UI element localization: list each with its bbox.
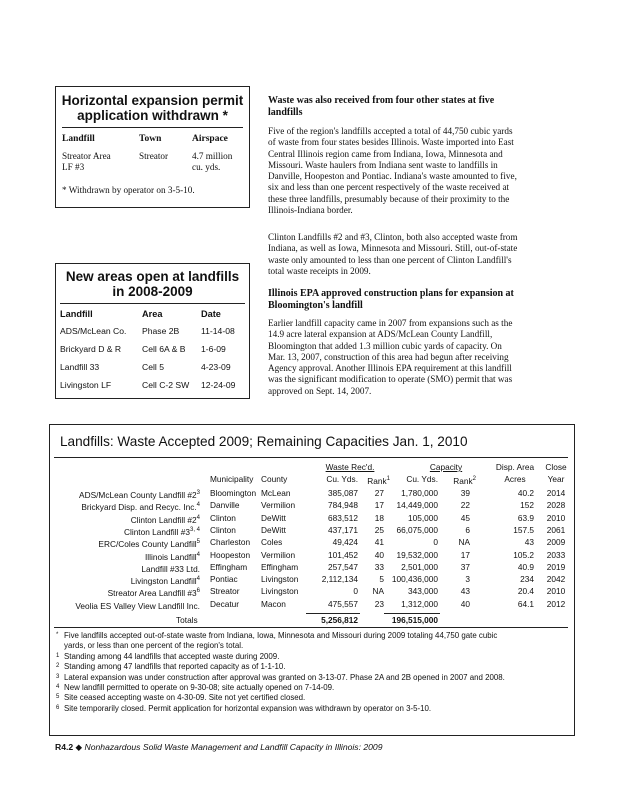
text-line: Five of the region's landfills accepted a total of 44,750 cubic yards bbox=[268, 126, 513, 136]
table-title: Landfills: Waste Accepted 2009; Remaining Capacities Jan. 1, 2010 bbox=[60, 434, 468, 449]
table-row-name bbox=[50, 550, 200, 562]
cell-cap: 66,075,000 bbox=[396, 524, 438, 535]
cell-municipality: Decatur bbox=[210, 598, 240, 609]
footnote bbox=[56, 673, 568, 683]
footnote-text: Site ceased accepting waste on 4-30-09. Site not yet certified closed. bbox=[64, 693, 306, 703]
text-line: six and less than one percent respectively of the waste received at bbox=[268, 182, 510, 193]
cell-municipality: Pontiac bbox=[210, 574, 238, 585]
article-paragraph bbox=[268, 318, 568, 397]
text-line: Bloomington that added 1.3 million cubic yards of capacity. On bbox=[268, 340, 502, 351]
box-title-line1: Horizontal expansion permit bbox=[61, 93, 244, 108]
col-header-town: Town bbox=[139, 134, 162, 144]
landfill-name: Clinton Landfill #3 bbox=[124, 526, 190, 537]
cell-wrank: 40 bbox=[374, 549, 384, 560]
cell-acres: 40.2 bbox=[517, 488, 534, 498]
text-line: these three landfills, presumably because of their proximity to the bbox=[268, 193, 510, 204]
cell-year: 2012 bbox=[546, 598, 566, 609]
cell-acres: 40.9 bbox=[517, 561, 534, 572]
cell-landfill: Livingston LF bbox=[60, 380, 112, 390]
landfill-name: ERC/Coles County Landfill bbox=[98, 538, 197, 549]
cell-crank: 22 bbox=[460, 500, 470, 511]
table-row-name bbox=[50, 562, 200, 574]
footnote-text: Site temporarily closed. Permit application for horizontal expansion was withdrawn by operator on 3-5-10. bbox=[64, 703, 432, 713]
col-header-airspace: Airspace bbox=[192, 134, 228, 144]
footnote bbox=[56, 662, 568, 672]
footnote bbox=[56, 652, 568, 662]
landfill-name: Landfill #33 Ltd. bbox=[141, 563, 200, 574]
cell-municipality: Charleston bbox=[210, 537, 251, 548]
cell-wrank: NA bbox=[372, 586, 384, 597]
cell-date: 4-23-09 bbox=[201, 362, 231, 372]
footnote bbox=[56, 693, 568, 703]
table-footnotes bbox=[56, 631, 568, 714]
landfill-name: Livingston Landfill bbox=[130, 575, 197, 586]
cell-wrank: 23 bbox=[374, 598, 384, 609]
cell-crank: 3 bbox=[465, 574, 470, 585]
footnote-mark: 4 bbox=[56, 684, 60, 691]
page-number: R4.2 bbox=[55, 742, 74, 752]
table-row-name bbox=[50, 586, 200, 598]
col-header-close: Close bbox=[545, 462, 567, 472]
cell-acres: 63.9 bbox=[517, 512, 534, 523]
col-header-year: Year bbox=[547, 474, 565, 484]
cell-wrank: 17 bbox=[374, 500, 384, 511]
cell-date: 1-6-09 bbox=[201, 344, 226, 354]
cell-date: 11-14-08 bbox=[201, 326, 235, 336]
footnote-mark: 5 bbox=[56, 694, 60, 701]
cell-waste: 437,171 bbox=[328, 524, 358, 535]
totals-waste: 5,256,812 bbox=[321, 615, 358, 625]
cell-area: Cell 5 bbox=[142, 362, 164, 372]
landfills-table-box bbox=[49, 424, 575, 736]
table-row-name bbox=[50, 488, 200, 500]
rank-label: Rank bbox=[453, 475, 473, 486]
cell-cap: 343,000 bbox=[408, 586, 438, 597]
cell-year: 2042 bbox=[546, 574, 566, 585]
heading-line: Illinois EPA approved construction plans for expansion at bbox=[268, 288, 514, 299]
text-line: Earlier landfill capacity came in 2007 from expansions such as the bbox=[268, 318, 513, 328]
footnote-mark: 1 bbox=[56, 652, 60, 659]
cell-year: 2019 bbox=[546, 561, 566, 572]
text-line: Mar. 13, 2007, construction of this area had begun after receiving bbox=[268, 351, 509, 362]
col-header-county: County bbox=[261, 474, 288, 484]
cell-crank: 17 bbox=[460, 549, 470, 560]
footnote-text: yards, or less than one percent of the region's total. bbox=[64, 641, 244, 651]
cell-acres: 152 bbox=[520, 500, 534, 511]
footnote-text: Standing among 44 landfills that accepted waste during 2009. bbox=[64, 651, 280, 661]
cell-cap: 19,532,000 bbox=[396, 549, 438, 560]
cell-crank: 6 bbox=[465, 524, 470, 535]
text-line: of waste from four states besides Illinois. Waste imported into East bbox=[268, 137, 514, 148]
cell-acres: 157.5 bbox=[513, 524, 534, 535]
cell-year: 2009 bbox=[546, 537, 566, 548]
cell-year: 2028 bbox=[546, 500, 566, 511]
footnote-text: Lateral expansion was under construction after approval was granted on 3-13-07. Phase 2A and 2B opened in 2007 and 2008. bbox=[64, 672, 505, 682]
cell-landfill: LF #3 bbox=[62, 162, 85, 172]
cell-waste: 475,557 bbox=[328, 598, 358, 609]
footnote-mark: 3 bbox=[56, 673, 60, 680]
footnote-mark: 2 bbox=[56, 663, 60, 670]
cell-crank: 43 bbox=[460, 586, 470, 597]
cell-airspace: 4.7 million bbox=[192, 151, 233, 161]
cell-municipality: Danville bbox=[210, 500, 240, 511]
heading-line: landfills bbox=[268, 106, 303, 118]
footnote-ref: 5 bbox=[196, 539, 200, 546]
table-row-name bbox=[50, 537, 200, 549]
footnote bbox=[56, 683, 568, 693]
col-header-cap-cuyds: Cu. Yds. bbox=[406, 474, 438, 484]
cell-cap: 105,000 bbox=[408, 512, 438, 523]
footnote bbox=[56, 704, 568, 714]
totals-capacity: 196,515,000 bbox=[391, 615, 438, 625]
text-line: Missouri. Waste haulers from Indiana sent waste to landfills in bbox=[268, 159, 498, 170]
landfill-name: Veolia ES Valley View Landfill Inc. bbox=[75, 600, 200, 611]
footnote-mark: * bbox=[56, 632, 59, 638]
footnote-ref: 4 bbox=[196, 514, 200, 521]
cell-county: Coles bbox=[261, 537, 283, 548]
cell-wrank: 5 bbox=[379, 574, 384, 585]
cell-county: Vermilion bbox=[261, 549, 296, 560]
cell-crank: 45 bbox=[460, 512, 470, 523]
box-title bbox=[56, 269, 249, 299]
cell-waste: 784,948 bbox=[328, 500, 358, 511]
rank-sup: 2 bbox=[472, 476, 476, 482]
cell-municipality: Clinton bbox=[210, 512, 236, 523]
cell-year: 2010 bbox=[546, 586, 566, 597]
new-areas-box bbox=[55, 263, 250, 399]
cell-waste: 0 bbox=[353, 586, 358, 597]
cell-waste: 683,512 bbox=[328, 512, 358, 523]
horizontal-expansion-box bbox=[55, 86, 250, 208]
cell-town: Streator bbox=[139, 151, 169, 161]
cell-wrank: 27 bbox=[374, 488, 384, 498]
cell-crank: NA bbox=[458, 537, 470, 548]
cell-acres: 43 bbox=[524, 537, 534, 548]
cell-airspace: cu. yds. bbox=[192, 162, 221, 172]
rank-label: Rank bbox=[367, 475, 387, 486]
col-header-municipality: Municipality bbox=[210, 474, 254, 484]
cell-acres: 105.2 bbox=[513, 549, 534, 560]
footnote-text: New landfill permitted to operate on 9-30-08; site actually opened on 7-14-09. bbox=[64, 683, 335, 693]
footnote-ref: 3, 4 bbox=[189, 526, 200, 533]
totals-line bbox=[306, 613, 360, 614]
footnote bbox=[56, 631, 568, 652]
cell-county: Effingham bbox=[261, 561, 299, 572]
box-title-line2: in 2008-2009 bbox=[112, 284, 193, 299]
cell-wrank: 18 bbox=[374, 512, 384, 523]
landfill-name: Streator Area Landfill #3 bbox=[107, 588, 197, 599]
footnote-text: Five landfills accepted out-of-state waste from Indiana, Iowa, Minnesota and Missouri during 2009 totaling 44,750 gate cubic bbox=[64, 631, 498, 640]
col-header-landfill: Landfill bbox=[62, 134, 95, 144]
table-row-name bbox=[50, 574, 200, 586]
cell-municipality: Streator bbox=[210, 586, 240, 597]
cell-waste: 257,547 bbox=[328, 561, 358, 572]
footnote-ref: 6 bbox=[196, 588, 200, 595]
cell-county: McLean bbox=[261, 488, 291, 498]
col-header-waste-cuyds: Cu. Yds. bbox=[326, 474, 358, 484]
footnote-ref: 3 bbox=[196, 490, 200, 496]
cell-county: Vermilion bbox=[261, 500, 296, 511]
divider bbox=[62, 127, 243, 128]
footnote-divider bbox=[54, 627, 568, 628]
col-header-date: Date bbox=[201, 309, 221, 319]
cell-wrank: 41 bbox=[374, 537, 384, 548]
col-header-landfill: Landfill bbox=[60, 309, 93, 319]
footnote-text: Standing among 47 landfills that reported capacity as of 1-1-10. bbox=[64, 662, 286, 672]
cell-landfill: Brickyard D & R bbox=[60, 344, 122, 354]
box-title-line1: New areas open at landfills bbox=[65, 269, 240, 284]
cell-waste: 385,087 bbox=[328, 488, 358, 498]
cell-cap: 2,501,000 bbox=[401, 561, 438, 572]
cell-year: 2010 bbox=[546, 512, 566, 523]
text-line: was the significant modification to operate (SMO) permit that was bbox=[268, 374, 513, 385]
cell-cap: 14,449,000 bbox=[396, 500, 438, 511]
group-header-capacity: Capacity bbox=[429, 462, 463, 472]
footnote-ref: 4 bbox=[196, 551, 200, 558]
text-line: waste only amounted to less than one percent of Clinton Landfill's bbox=[268, 254, 512, 265]
cell-crank: 39 bbox=[460, 488, 470, 498]
cell-municipality: Clinton bbox=[210, 524, 236, 535]
totals-line bbox=[384, 613, 440, 614]
col-header-disp-area: Disp. Area bbox=[495, 462, 535, 472]
cell-county: DeWitt bbox=[261, 524, 286, 535]
cell-cap: 0 bbox=[433, 537, 438, 548]
cell-year: 2033 bbox=[546, 549, 566, 560]
cell-landfill: Streator Area bbox=[62, 151, 111, 161]
footer-title: Nonhazardous Solid Waste Management and Landfill Capacity in Illinois: 2009 bbox=[84, 742, 383, 752]
text-line: Clinton Landfills #2 and #3, Clinton, both also accepted waste from bbox=[268, 232, 518, 242]
cell-waste: 101,452 bbox=[328, 549, 358, 560]
cell-municipality: Bloomington bbox=[210, 488, 257, 498]
cell-municipality: Hoopeston bbox=[210, 549, 251, 560]
cell-crank: 40 bbox=[460, 598, 470, 609]
heading-line: Bloomington's landfill bbox=[268, 299, 363, 311]
cell-crank: 37 bbox=[460, 561, 470, 572]
cell-county: Livingston bbox=[261, 574, 299, 585]
footnote-mark: 6 bbox=[56, 704, 60, 711]
cell-landfill: Landfill 33 bbox=[60, 362, 100, 372]
totals-label: Totals bbox=[176, 615, 198, 625]
landfill-name: ADS/McLean County Landfill #2 bbox=[79, 489, 197, 500]
table-row-name bbox=[50, 513, 200, 525]
cell-area: Cell 6A & B bbox=[142, 344, 186, 354]
landfill-name: Illinois Landfill bbox=[145, 551, 197, 562]
landfill-name: Clinton Landfill #2 bbox=[130, 514, 197, 525]
divider bbox=[60, 303, 245, 304]
text-line: Agency approval. Another Illinois EPA requirement at this landfill bbox=[268, 363, 512, 374]
table-row-name bbox=[50, 525, 200, 537]
text-line: 14.9 acre lateral expansion at ADS/McLean County Landfill, bbox=[268, 329, 493, 340]
cell-wrank: 25 bbox=[374, 524, 384, 535]
text-line: Danville, Hoopeston and Pontiac. Indiana's waste amounted to five, bbox=[268, 171, 517, 182]
cell-county: Macon bbox=[261, 598, 286, 609]
rank-sup: 1 bbox=[386, 476, 390, 482]
group-header-waste: Waste Rec'd. bbox=[325, 462, 375, 472]
table-row-name bbox=[50, 500, 200, 512]
cell-cap: 100,436,000 bbox=[391, 574, 438, 585]
diamond-icon: ◆ bbox=[75, 742, 83, 752]
footnote-ref: 4 bbox=[196, 502, 200, 509]
cell-municipality: Effingham bbox=[210, 561, 248, 572]
cell-area: Cell C-2 SW bbox=[142, 380, 190, 390]
text-line: Indiana, as well as Iowa, Minnesota and Missouri. Still, out-of-state bbox=[268, 243, 518, 254]
cell-acres: 234 bbox=[520, 574, 534, 585]
article-paragraph bbox=[268, 232, 568, 277]
cell-waste: 49,424 bbox=[332, 537, 358, 548]
cell-county: DeWitt bbox=[261, 512, 286, 523]
cell-acres: 20.4 bbox=[517, 586, 534, 597]
article-heading bbox=[268, 288, 568, 311]
page-footer bbox=[55, 742, 382, 753]
cell-acres: 64.1 bbox=[517, 598, 534, 609]
cell-waste: 2,112,134 bbox=[321, 574, 358, 585]
article-heading bbox=[268, 95, 568, 118]
text-line: total waste receipts in 2009. bbox=[268, 265, 371, 276]
heading-line: Waste was also received from four other states at five bbox=[268, 95, 495, 106]
col-header-acres: Acres bbox=[504, 474, 526, 484]
cell-date: 12-24-09 bbox=[201, 380, 236, 390]
box-title-line2: application withdrawn * bbox=[77, 108, 228, 123]
landfill-name: Brickyard Disp. and Recyc. Inc. bbox=[81, 502, 197, 513]
cell-landfill: ADS/McLean Co. bbox=[60, 326, 127, 336]
cell-area: Phase 2B bbox=[142, 326, 180, 336]
box-footnote: * Withdrawn by operator on 3-5-10. bbox=[62, 185, 195, 195]
text-line: Illinois-Indiana border. bbox=[268, 205, 353, 216]
cell-county: Livingston bbox=[261, 586, 299, 597]
cell-year: 2061 bbox=[546, 524, 566, 535]
cell-wrank: 33 bbox=[374, 561, 384, 572]
cell-cap: 1,780,000 bbox=[401, 488, 438, 498]
footnote-ref: 4 bbox=[196, 576, 200, 583]
col-header-area: Area bbox=[142, 309, 163, 319]
cell-cap: 1,312,000 bbox=[401, 598, 438, 609]
article-paragraph bbox=[268, 126, 568, 216]
table-row-name bbox=[50, 599, 200, 611]
box-title bbox=[56, 93, 249, 123]
cell-year: 2014 bbox=[546, 488, 566, 498]
text-line: Central Illinois region came from Indiana, Iowa, Minnesota and bbox=[268, 148, 503, 159]
text-line: approved on Sept. 14, 2007. bbox=[268, 385, 372, 396]
